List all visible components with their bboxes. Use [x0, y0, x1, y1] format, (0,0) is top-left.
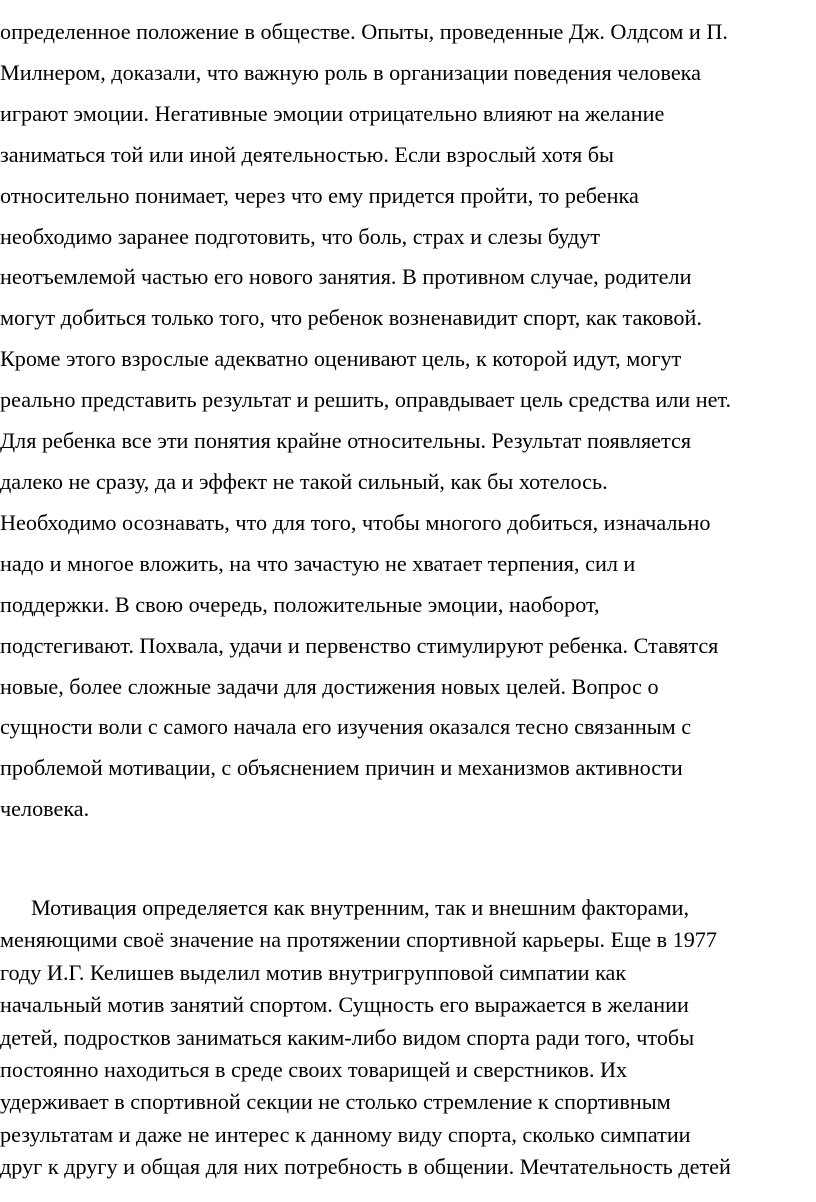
text-line-first-indented: Мотивация определяется как внутренним, так и внешним факторами, — [31, 895, 690, 920]
text-line: необходимо заранее подготовить, что боль, страх и слезы будут — [0, 223, 601, 249]
text-line: детей, подростков заниматься каким-либо видом спорта ради того, чтобы — [0, 1024, 695, 1050]
paragraph-emotions — [0, 12, 816, 830]
text-line: удерживает в спортивной секции не столько стремление к спортивным — [0, 1089, 671, 1115]
text-line: надо и многое вложить, на что зачастую не хватает терпения, сил и — [0, 550, 636, 576]
text-line: сущности воли с самого начала его изучения оказался тесно связанным с — [0, 714, 692, 740]
text-line: новые, более сложные задачи для достижения новых целей. Вопрос о — [0, 673, 659, 699]
text-line: далеко не сразу, да и эффект не такой сильный, как бы хотелось. — [0, 468, 608, 494]
text-line: меняющими своё значение на протяжении спортивной карьеры. Еще в 1977 — [0, 927, 717, 953]
text-line: человека. — [0, 796, 90, 822]
text-line: реально представить результат и решить, оправдывает цель средства или нет. — [0, 387, 732, 413]
text-line: определенное положение в обществе. Опыты, проведенные Дж. Олдсом и П. — [0, 19, 728, 44]
text-line: Милнером, доказали, что важную роль в организации поведения человека — [0, 59, 701, 85]
text-line: подстегивают. Похвала, удачи и первенство стимулируют ребенка. Ставятся — [0, 632, 719, 658]
text-line: Кроме этого взрослые адекватно оценивают цель, к которой идут, могут — [0, 346, 682, 372]
text-line: году И.Г. Келишев выделил мотив внутригрупповой симпатии как — [0, 959, 627, 985]
text-line: результатам и даже не интерес к данному виду спорта, сколько симпатии — [0, 1121, 691, 1147]
text-line: друг к другу и общая для них потребность в общении. Мечтательность детей — [0, 1154, 731, 1180]
text-line: Необходимо осознавать, что для того, чтобы многого добиться, изначально — [0, 509, 711, 535]
text-line: Для ребенка все эти понятия крайне относительны. Результат появляется — [0, 428, 692, 454]
text-line: относительно понимает, через что ему придется пройти, то ребенка — [0, 182, 639, 208]
text-line: заниматься той или иной деятельностью. Если взрослый хотя бы — [0, 141, 614, 167]
text-line: играют эмоции. Негативные эмоции отрицательно влияют на желание — [0, 100, 665, 126]
text-line: проблемой мотивации, с объяснением причин и механизмов активности — [0, 755, 683, 781]
text-line: постоянно находиться в среде своих товарищей и сверстников. Их — [0, 1057, 628, 1083]
text-line: неотъемлемой частью его нового занятия. В противном случае, родители — [0, 264, 692, 290]
text-line: могут добиться только того, что ребенок возненавидит спорт, как таковой. — [0, 305, 702, 331]
paragraph-motivation — [0, 892, 816, 1184]
text-line: поддержки. В свою очередь, положительные эмоции, наоборот, — [0, 591, 600, 617]
text-line: начальный мотив занятий спортом. Сущность его выражается в желании — [0, 992, 689, 1018]
